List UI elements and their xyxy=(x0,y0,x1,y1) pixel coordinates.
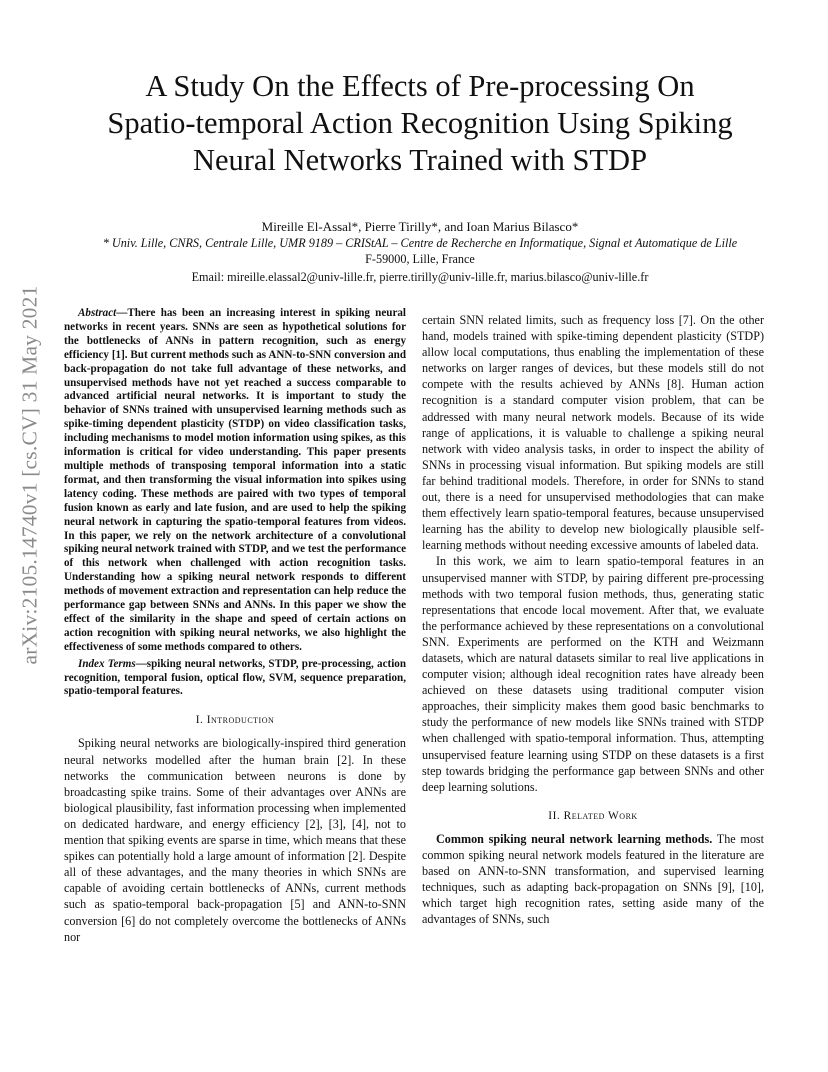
arxiv-id-text: arXiv:2105.14740v1 [cs.CV] 31 May 2021 xyxy=(17,285,42,665)
left-column xyxy=(64,307,406,945)
title-line-1: A Study On the Effects of Pre-processing On xyxy=(145,69,695,103)
section-heading-introduction xyxy=(64,712,406,728)
abstract-label: Abstract xyxy=(78,307,117,319)
abstract xyxy=(64,307,406,655)
index-terms-text: —spiking neural networks, STDP, pre-processing, action recognition, temporal fusion, optical flow, SVM, sequence preparation, spatio-temporal features. xyxy=(64,657,406,698)
intro-paragraph-1-continued: certain SNN related limits, such as frequency loss [7]. On the other hand, models trained with spike-timing dependent plasticity (STDP) allow local computations, thus enabling the implementation of these networks on larger ranges of devices, but these models still do not compete with the results achieved by ANNs [8]. Human action recognition is a standard computer vision problem, that can be addressed with many neural network models. Because of its wide range of applications, it is valuable to challenge a spiking neural network with video analysis tasks, in order to inspect the ability of SNNs in processing visual information. But spiking models are still far behind traditional models. Therefore, in order for SNNs to stand out, there is a need for unsupervised methodologies that can make them effectively learn spatio-temporal features, because unsupervised learning has the ability to develop new biologically plausible self-learning methods without needing excessive amounts of labeled data. xyxy=(422,313,764,553)
related-work-text: The most common spiking neural network models featured in the literature are based on ANN-to-SNN transformation, and supervised learning techniques, such as adapting back-propagation on SNNs [9], [10], which target high recognition rates, setting aside many of the advantages of SNNs, such xyxy=(422,831,764,927)
index-terms-label: Index Terms xyxy=(78,657,136,670)
author-emails: Email: mireille.elassal2@univ-lille.fr, pierre.tirilly@univ-lille.fr, marius.bilasco@univ-lille.fr xyxy=(191,270,649,284)
title-line-2: Spatio-temporal Action Recognition Using Spiking xyxy=(107,106,733,140)
affiliation: * Univ. Lille, CNRS, Centrale Lille, UMR 9189 – CRIStAL – Centre de Recherche en Informatique, Signal et Automatique de Lille xyxy=(102,236,738,250)
related-work-paragraph-1 xyxy=(422,831,764,928)
arxiv-identifier-sidebar xyxy=(8,270,52,680)
abstract-text: —There has been an increasing interest in spiking neural networks in recent years. SNNs are seen as hypothetical solutions for the bottlenecks of ANNs in pattern recognition, such as energy efficiency [1]. But current methods such as ANN-to-SNN conversion and back-propagation do not take full advantage of these networks, and unsupervised methods have not yet reached a success comparable to advanced artificial neural networks. It is important to study the behavior of SNNs trained with unsupervised learning methods such as spike-timing dependent plasticity (STDP) on video classification tasks, including mechanisms to model motion information using spikes, as this information is critical for video understanding. This paper presents multiple methods of transposing temporal information into a static format, and then transforming the visual information into spikes using latency coding. These methods are paired with two types of temporal fusion known as early and late fusion, and are used to help the spiking neural network in capturing the spatio-temporal features from videos. In this paper, we rely on the network architecture of a convolutional spiking neural network trained with STDP, and we test the performance of this network when challenged with action recognition tasks. Understanding how a spiking neural network responds to different methods of movement extraction and representation can help reduce the performance gap between SNNs and ANNs. In this paper we show the effect of the similarity in the shape and speed of certain actions on action recognition with spiking neural networks, we also highlight the effectiveness of some methods compared to others. xyxy=(64,307,406,653)
intro-paragraph-1: Spiking neural networks are biologically-inspired third generation neural networks modelled after the human brain [2]. In these networks the communication between neurons is done by broadcasting spike trains. Some of their advantages over ANNs are biological plausibility, fast information processing when implemented on dedicated hardware, and energy efficiency [2], [3], [4], not to mention that spiking events are sparse in time, which means that these spikes can potentially hold a large amount of information [2]. Despite all of these advantages, and the many theories in which SNNs are capable of avoiding certain bottlenecks of ANNs, current methods such as spatio-temporal back-propagation [5] and ANN-to-SNN conversion [6] do not completely overcome the bottlenecks of ANNs nor xyxy=(64,736,406,944)
section1-number: I. xyxy=(195,714,207,727)
affiliation-location: F-59000, Lille, France xyxy=(365,252,475,266)
section2-title: Related Work xyxy=(563,809,638,822)
author-list: Mireille El-Assal*, Pierre Tirilly*, and Ioan Marius Bilasco* xyxy=(261,219,579,234)
section-heading-related-work xyxy=(422,808,764,824)
index-terms xyxy=(64,658,406,700)
section1-title: Introduction xyxy=(206,714,275,727)
related-work-lead: Common spiking neural network learning methods. xyxy=(436,831,713,846)
intro-paragraph-2: In this work, we aim to learn spatio-temporal features in an unsupervised manner with STDP, by pairing different pre-processing methods with two temporal fusion methods, thus, generating static representations that encode local movement. After that, we evaluate the performance achieved by these representations on a convolutional SNN. Experiments are performed on the KTH and Weizmann datasets, which are natural datasets similar to real live applications in computer vision; although ideal recognition rates have already been achieved on these datasets using traditional computer vision approaches, their simplicity makes them good basic benchmarks to study the performance of new models like SNNs trained with STDP when challenged with spatio-temporal information. Thus, attempting unsupervised feature learning using STDP on these datasets is a first step towards bridging the performance gap between SNNs and other deep learning solutions. xyxy=(422,554,764,794)
section2-number: II. xyxy=(548,809,564,822)
paper-title xyxy=(70,68,770,179)
right-column xyxy=(422,312,764,927)
title-line-3: Neural Networks Trained with STDP xyxy=(192,143,648,177)
